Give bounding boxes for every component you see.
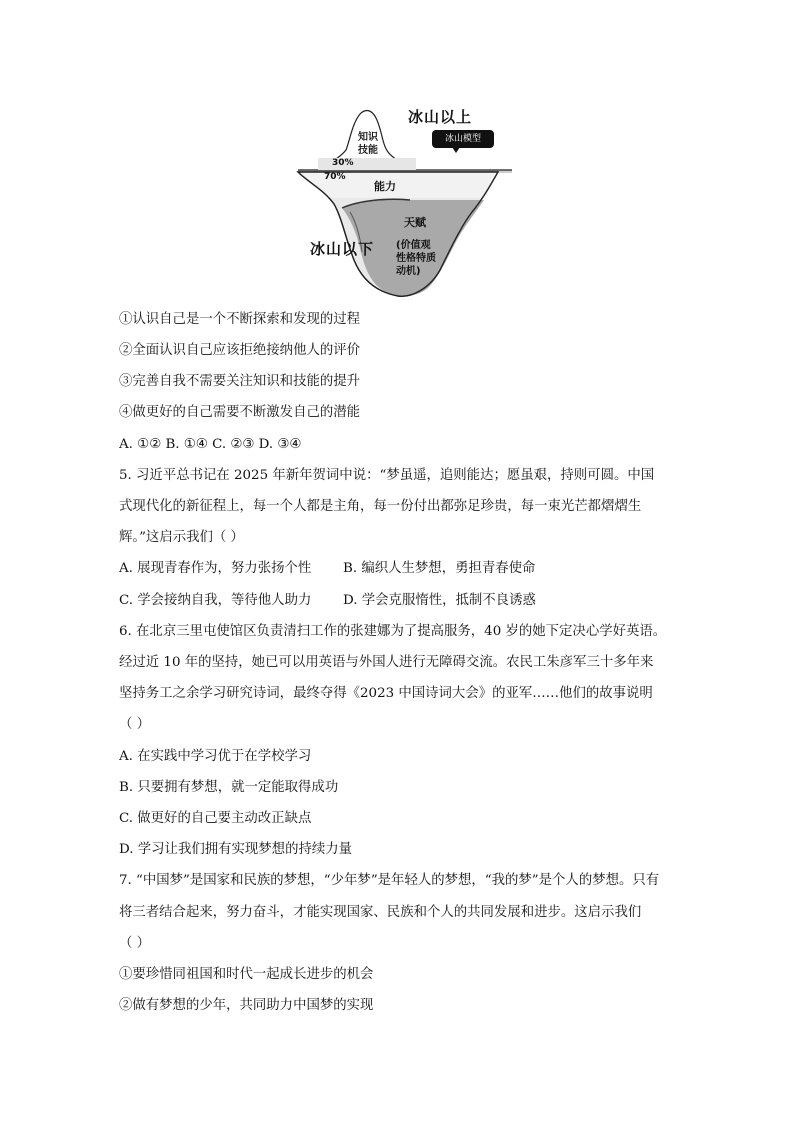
iceberg-figure xyxy=(290,100,520,300)
percent-30-label: 30% xyxy=(332,158,354,168)
talent-note-1: (价值观 xyxy=(396,240,431,251)
talent-note-2: 性格特质 xyxy=(396,253,436,264)
q7-stem-line-2: 将三者结合起来，努力奋斗，才能实现国家、民族和个人的共同发展和进步。这启示我们 xyxy=(119,905,642,920)
q7-stem-line-1: 7. “中国梦”是国家和民族的梦想，“少年梦”是年轻人的梦想，“我的梦”是个人的梦想。只有 xyxy=(119,873,660,888)
q5-stem-line-3: 辉。”这启示我们（ ） xyxy=(119,530,244,545)
q5-option-b: B. 编织人生梦想，勇担青春使命 xyxy=(343,561,536,576)
q5-options-row-2 xyxy=(119,591,536,611)
q4-statement-3: ③完善自我不需要关注知识和技能的提升 xyxy=(119,374,361,389)
q5-stem-line-2: 式现代化的新征程上，每一个人都是主角，每一份付出都弥足珍贵，每一束光芒都熠熠生 xyxy=(119,499,642,514)
q7-statement-2: ②做有梦想的少年，共同助力中国梦的实现 xyxy=(119,998,374,1013)
q6-stem-line-1: 6. 在北京三里屯使馆区负责清扫工作的张建娜为了提高服务，40 岁的她下定决心学好英语。 xyxy=(119,624,667,639)
q6-option-a: A. 在实践中学习优于在学校学习 xyxy=(119,749,312,764)
callout-tail xyxy=(452,147,460,153)
q5-option-a: A. 展现青春作为，努力张扬个性 xyxy=(119,561,312,576)
q5-stem-line-1: 5. 习近平总书记在 2025 年新年贺词中说：“梦虽遥，追则能达；愿虽艰，持则可圆。中国 xyxy=(119,468,655,483)
percent-70-label: 70% xyxy=(324,172,346,182)
talent-label: 天赋 xyxy=(404,216,426,229)
q5-option-d: D. 学会克服惰性，抵制不良诱惑 xyxy=(343,593,536,608)
below-water-label: 冰山以下 xyxy=(310,240,375,258)
q6-stem-line-2: 经过近 10 年的坚持，她已可以用英语与外国人进行无障碍交流。农民工朱彦军三十多年来 xyxy=(119,655,654,670)
q4-statement-2: ②全面认识自己应该拒绝接纳他人的评价 xyxy=(119,343,361,358)
skill-label: 技能 xyxy=(358,145,378,156)
talent-note-3: 动机) xyxy=(396,266,421,277)
q5-options-row-1 xyxy=(119,559,535,579)
ability-label: 能力 xyxy=(374,180,396,193)
knowledge-label: 知识 xyxy=(358,132,378,143)
iceberg-model-callout: 冰山模型 xyxy=(432,130,494,148)
q4-options: A. ①② B. ①④ C. ②③ D. ③④ xyxy=(119,437,302,452)
q5-option-c: C. 学会接纳自我，等待他人助力 xyxy=(119,593,312,608)
q6-stem-line-4: （ ） xyxy=(119,717,151,732)
q4-statement-1: ①认识自己是一个不断探索和发现的过程 xyxy=(119,312,361,327)
q7-stem-line-3: （ ） xyxy=(119,936,151,951)
q6-stem-line-3: 坚持务工之余学习研究诗词，最终夺得《2023 中国诗词大会》的亚军……他们的故事说明 xyxy=(119,686,653,701)
q6-option-d: D. 学习让我们拥有实现梦想的持续力量 xyxy=(119,842,353,857)
q6-option-c: C. 做更好的自己要主动改正缺点 xyxy=(119,811,312,826)
q7-statement-1: ①要珍惜同祖国和时代一起成长进步的机会 xyxy=(119,967,374,982)
q6-option-b: B. 只要拥有梦想，就一定能取得成功 xyxy=(119,780,339,795)
q4-statement-4: ④做更好的自己需要不断激发自己的潜能 xyxy=(119,405,361,420)
above-water-label: 冰山以上 xyxy=(408,108,473,126)
